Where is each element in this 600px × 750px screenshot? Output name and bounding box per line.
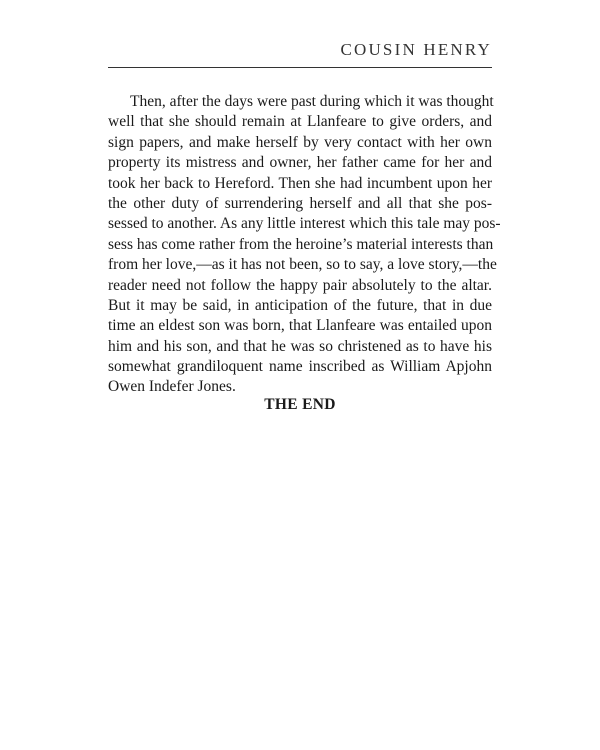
text-line: from her love,—as it has not been, so to say, a love story,—the — [108, 256, 497, 274]
text-line: him and his son, and that he was so christened as to have his — [108, 337, 492, 355]
text-line: sess has come rather from the heroine’s material interests than — [108, 235, 494, 253]
running-header — [108, 38, 492, 68]
text-line: Then, after the days were past during which it was thought — [130, 93, 494, 110]
text-line: well that she should remain at Llanfeare to give orders, and — [108, 113, 492, 131]
text-line: time an eldest son was born, that Llanfeare was entailed upon — [108, 317, 492, 335]
text-line: property its mistress and owner, her father came for her and — [108, 154, 492, 172]
the-end-heading: THE END — [264, 396, 336, 413]
text-line: somewhat grandiloquent name inscribed as William Apjohn — [108, 358, 492, 376]
text-line: reader need not follow the happy pair absolutely to the altar. — [108, 276, 492, 294]
text-line: sessed to another. As any little interest which this tale may pos- — [108, 215, 501, 233]
body-paragraph — [108, 92, 501, 398]
text-line: took her back to Hereford. Then she had incumbent upon her — [108, 174, 492, 192]
text-line-last: Owen Indefer Jones. — [108, 378, 236, 396]
running-title: COUSIN HENRY — [340, 40, 492, 59]
text-line: But it may be said, in anticipation of the future, that in due — [108, 296, 492, 314]
text-line: sign papers, and make herself by very contact with her own — [108, 133, 492, 151]
text-line: the other duty of surrendering herself and all that she pos- — [108, 194, 492, 212]
